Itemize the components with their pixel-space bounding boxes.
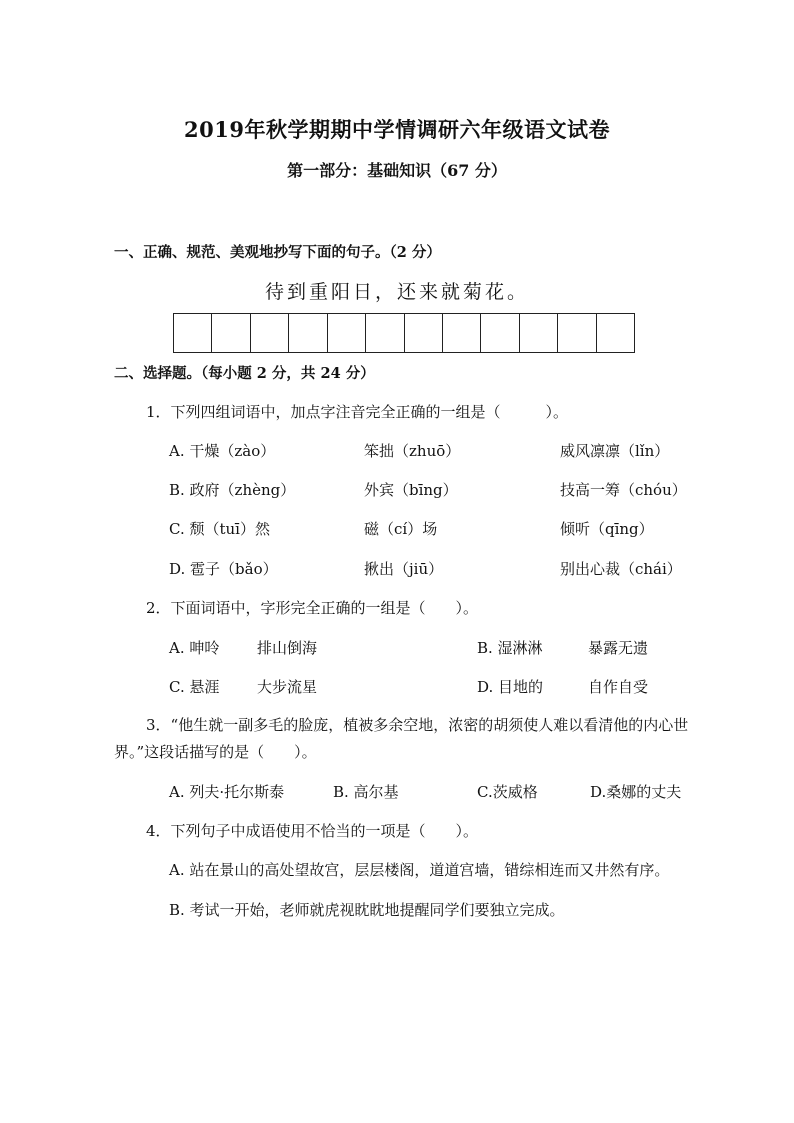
grid-cell: [289, 314, 327, 352]
q1-option-b-3: 技高一筹（chóu）: [560, 481, 687, 499]
grid-cell: [366, 314, 404, 352]
q4-option-a: A. 站在景山的高处望故宫，层层楼阁，道道宫墙，错综相连而又井然有序。: [169, 861, 670, 879]
grid-cell: [212, 314, 250, 352]
q2-option-a-word: 排山倒海: [257, 639, 318, 657]
grid-cell: [328, 314, 366, 352]
q2-option-b-word: 暴露无遗: [588, 639, 649, 657]
q1-option-a-3: 威风凛凛（lǐn）: [560, 442, 670, 460]
q3-option-d: D.桑娜的丈夫: [590, 783, 682, 801]
copy-writing-grid: [173, 313, 635, 353]
grid-cell: [443, 314, 481, 352]
poem-line: 待到重阳日，还来就菊花。: [264, 281, 529, 303]
q3-option-a: A. 列夫·托尔斯泰: [169, 783, 285, 801]
exam-title: 2019年秋学期期中学情调研六年级语文试卷: [184, 117, 610, 142]
question-3-stem: 3．“他生就一副多毛的脸庞，植被多余空地，浓密的胡须使人难以看清他的内心世界。”这段话描写的是（ ）。: [114, 716, 689, 761]
q2-option-d-word: 自作自受: [588, 678, 649, 696]
q1-option-c-1: C. 颓（tuī）然: [169, 520, 270, 538]
q2-option-c-label: C. 悬涯: [169, 678, 220, 696]
grid-cell: [597, 314, 634, 352]
q3-option-c: C.茨威格: [477, 783, 538, 801]
section-1-heading: 一、正确、规范、美观地抄写下面的句子。（2 分）: [114, 244, 441, 261]
q2-option-c-word: 大步流星: [257, 678, 318, 696]
q1-option-a-2: 笨拙（zhuō）: [364, 442, 461, 460]
q1-option-d-3: 别出心裁（chái）: [560, 560, 682, 578]
q1-option-b-2: 外宾（bīng）: [364, 481, 458, 499]
q1-option-d-1: D. 雹子（bǎo）: [169, 560, 278, 578]
q1-option-c-2: 磁（cí）场: [364, 520, 438, 538]
grid-cell: [174, 314, 212, 352]
q1-option-a-1: A. 干燥（zào）: [169, 442, 276, 460]
question-1-stem: 1．下列四组词语中，加点字注音完全正确的一组是（ ）。: [146, 403, 569, 421]
grid-cell: [481, 314, 519, 352]
q2-option-d-label: D. 目地的: [477, 678, 544, 696]
grid-cell: [405, 314, 443, 352]
q4-option-b: B. 考试一开始，老师就虎视眈眈地提醒同学们要独立完成。: [169, 901, 565, 919]
grid-cell: [520, 314, 558, 352]
question-2-stem: 2．下面词语中，字形完全正确的一组是（ ）。: [146, 599, 479, 617]
grid-cell: [558, 314, 596, 352]
q1-option-c-3: 倾听（qīng）: [560, 520, 654, 538]
part-heading: 第一部分：基础知识（67 分）: [287, 161, 507, 180]
q2-option-a-label: A. 呻呤: [169, 639, 220, 657]
question-4-stem: 4．下列句子中成语使用不恰当的一项是（ ）。: [146, 822, 479, 840]
q2-option-b-label: B. 湿淋淋: [477, 639, 543, 657]
q3-option-b: B. 高尔基: [333, 783, 399, 801]
q1-option-b-1: B. 政府（zhèng）: [169, 481, 296, 499]
grid-cell: [251, 314, 289, 352]
section-2-heading: 二、选择题。（每小题 2 分，共 24 分）: [114, 365, 375, 382]
q1-option-d-2: 揪出（jiū）: [364, 560, 444, 578]
